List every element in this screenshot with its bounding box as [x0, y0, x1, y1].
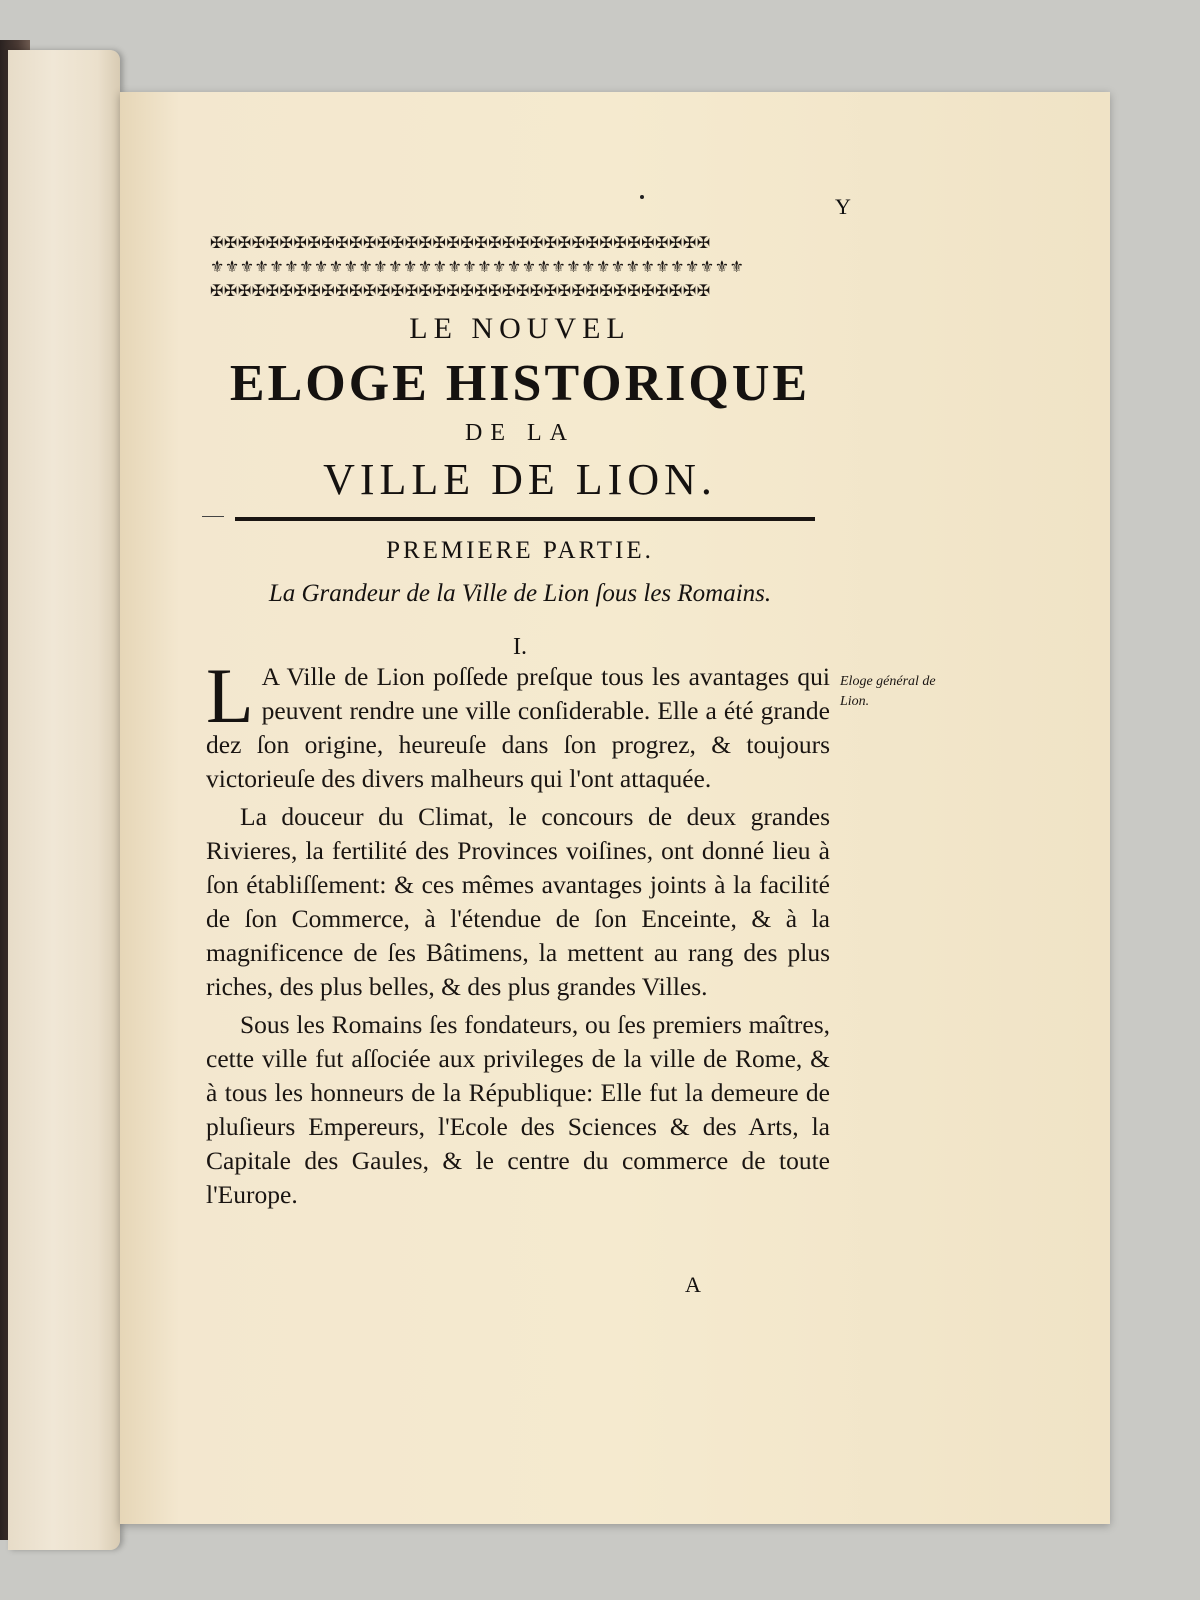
- paragraph-2: La douceur du Climat, le concours de deux grandes Rivieres, la fertilité des Provinces voiſines, ont donné lieu à ſon établiſſement: & ces mêmes avantages joints à la facilité de ſon Commerce, à l'étendue de ſon Enceinte, & à la magnificence de ſes Bâtimens, la mettent au rang des plus riches, des plus belles, & des plus grandes Villes.: [206, 802, 830, 1001]
- body-text: [206, 652, 830, 1212]
- section-number: I.: [513, 634, 527, 660]
- fleuron-row: ⚜⚜⚜⚜⚜⚜⚜⚜⚜⚜⚜⚜⚜⚜⚜⚜⚜⚜⚜⚜⚜⚜⚜⚜⚜⚜⚜⚜⚜⚜⚜⚜⚜⚜⚜⚜: [210, 259, 745, 276]
- folio-mark: Y: [835, 194, 851, 219]
- title-line-1: LE NOUVEL: [409, 312, 631, 345]
- margin-note: Eloge général de Lion.: [840, 674, 936, 709]
- part-subtitle: La Grandeur de la Ville de Lion ſous les Romains.: [268, 580, 772, 607]
- title-line-2: ELOGE HISTORIQUE: [229, 355, 811, 412]
- fleuron-row: ✠✠✠✠✠✠✠✠✠✠✠✠✠✠✠✠✠✠✠✠✠✠✠✠✠✠✠✠✠✠✠✠✠✠✠✠: [210, 283, 711, 300]
- signature-mark: A: [685, 1272, 701, 1297]
- paragraph-1-text: A Ville de Lion poſſede preſque tous les avantages qui peuvent rendre une ville conſiderable. Elle a été grande dez ſon origine, heureuſe dans ſon progrez, & toujours victorieuſe des divers malheurs qui l'ont attaquée.: [206, 662, 830, 793]
- fleuron-headpiece: [210, 232, 828, 304]
- book-page: [120, 92, 1110, 1524]
- title-line-4: VILLE DE LION.: [323, 455, 717, 504]
- rule-tick: [202, 516, 224, 517]
- paragraph-1: [206, 652, 830, 796]
- left-page-edge: [8, 50, 120, 1550]
- drop-cap: L: [206, 652, 254, 739]
- part-title: PREMIERE PARTIE.: [386, 537, 654, 564]
- ink-dot: [640, 195, 644, 199]
- fleuron-row: ✠✠✠✠✠✠✠✠✠✠✠✠✠✠✠✠✠✠✠✠✠✠✠✠✠✠✠✠✠✠✠✠✠✠✠✠: [210, 235, 711, 252]
- title-rule: [235, 517, 815, 521]
- title-line-3: DE LA: [465, 420, 575, 446]
- paragraph-3: Sous les Romains ſes fondateurs, ou ſes premiers maîtres, cette ville fut aſſociée aux privileges de la ville de Rome, & à tous les honneurs de la République: Elle fut la demeure de pluſieurs Empereurs, l'Ecole des Sciences & des Arts, la Capitale des Gaules, & le centre du commerce de toute l'Europe.: [206, 1010, 830, 1209]
